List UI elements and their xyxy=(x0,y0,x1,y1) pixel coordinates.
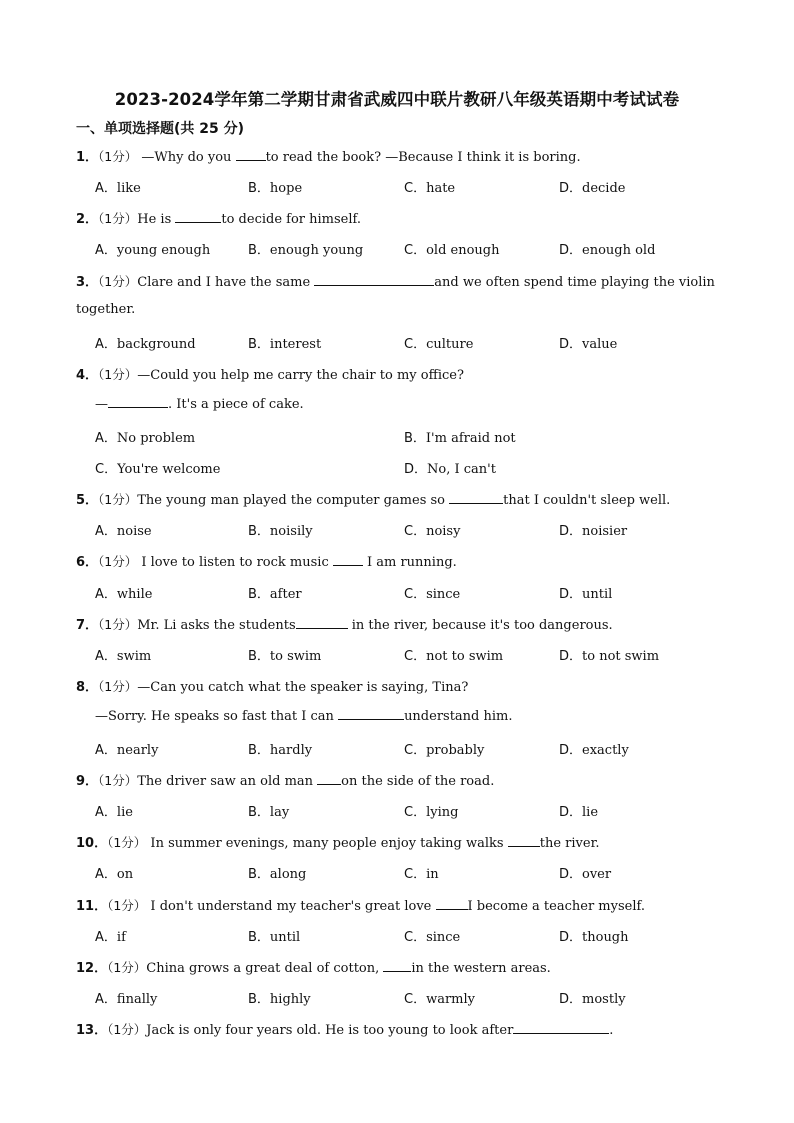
option-text: mostly xyxy=(582,992,626,1007)
option-letter: A． xyxy=(95,524,117,539)
answer-blank xyxy=(317,772,341,785)
question-score: （1分） xyxy=(98,274,138,289)
option-d[interactable] xyxy=(559,645,659,664)
option-letter: C． xyxy=(404,743,427,758)
option-a[interactable] xyxy=(95,520,152,539)
answer-blank xyxy=(296,616,348,629)
question-score: （1分） xyxy=(98,367,138,382)
option-text: lay xyxy=(269,805,290,820)
option-letter: C． xyxy=(404,867,427,882)
question-score: （1分） xyxy=(98,149,138,164)
option-b[interactable] xyxy=(248,739,312,758)
question-stem: In summer evenings, many people enjoy taking walks xyxy=(146,836,508,851)
option-letter: A． xyxy=(95,743,117,758)
option-d[interactable] xyxy=(559,739,629,758)
option-d[interactable] xyxy=(559,239,655,258)
option-text: nearly xyxy=(116,743,159,758)
option-text: noisy xyxy=(426,524,461,539)
option-text: until xyxy=(269,930,301,945)
option-b[interactable] xyxy=(248,801,289,820)
option-letter: C． xyxy=(404,805,427,820)
question-1 xyxy=(76,146,581,165)
option-text: lying xyxy=(426,805,459,820)
option-c[interactable] xyxy=(404,583,460,602)
option-text: old enough xyxy=(426,243,500,258)
section-heading: 一、单项选择题(共 25 分) xyxy=(76,121,245,137)
question-stem: and we often spend time playing the violin xyxy=(434,275,715,290)
option-text: like xyxy=(116,181,141,196)
question-stem: to read the book? —Because I think it is boring. xyxy=(265,150,581,165)
question-number: 8． xyxy=(76,680,99,695)
option-text: exactly xyxy=(582,743,629,758)
question-stem: — xyxy=(95,397,108,412)
question-4-reply xyxy=(95,395,304,412)
option-text: to not swim xyxy=(582,649,660,664)
option-text: along xyxy=(269,867,307,882)
option-a[interactable] xyxy=(95,583,152,602)
option-letter: B． xyxy=(248,867,270,882)
option-letter: A． xyxy=(95,992,117,1007)
option-text: decide xyxy=(582,181,626,196)
answer-blank xyxy=(314,273,434,286)
question-7 xyxy=(76,614,613,633)
option-letter: A． xyxy=(95,243,117,258)
question-number: 7． xyxy=(76,618,99,633)
question-stem: China grows a great deal of cotton, xyxy=(146,961,384,976)
option-text: swim xyxy=(116,649,152,664)
option-a[interactable] xyxy=(95,177,141,196)
question-stem: in the river, because it's too dangerous. xyxy=(347,618,613,633)
question-6 xyxy=(76,551,457,570)
option-letter: B． xyxy=(248,243,270,258)
option-letter: B． xyxy=(248,743,270,758)
option-letter: C． xyxy=(404,337,427,352)
option-letter: C． xyxy=(404,243,427,258)
option-text: hope xyxy=(269,181,303,196)
option-letter: C． xyxy=(404,524,427,539)
option-b[interactable] xyxy=(248,583,302,602)
question-stem: —Why do you xyxy=(137,150,236,165)
option-text: value xyxy=(582,337,618,352)
answer-blank xyxy=(436,897,468,910)
answer-blank xyxy=(508,834,540,847)
option-letter: C． xyxy=(404,992,427,1007)
option-c[interactable] xyxy=(95,458,220,477)
option-c[interactable] xyxy=(404,177,455,196)
option-letter: C． xyxy=(404,930,427,945)
question-10 xyxy=(76,832,600,851)
option-d[interactable] xyxy=(559,333,617,352)
option-d[interactable] xyxy=(404,458,496,477)
option-text: culture xyxy=(426,337,474,352)
option-text: in xyxy=(426,867,439,882)
option-d[interactable] xyxy=(559,583,612,602)
option-text: enough young xyxy=(269,243,364,258)
option-text: finally xyxy=(116,992,158,1007)
question-5 xyxy=(76,489,670,508)
question-number: 13． xyxy=(76,1023,108,1038)
option-letter: C． xyxy=(404,587,427,602)
option-b[interactable] xyxy=(248,520,313,539)
question-score: （1分） xyxy=(107,960,147,975)
option-text: not to swim xyxy=(426,649,504,664)
option-a[interactable] xyxy=(95,333,196,352)
option-text: noisily xyxy=(269,524,313,539)
option-b[interactable] xyxy=(248,333,321,352)
option-a[interactable] xyxy=(95,801,133,820)
question-stem: The driver saw an old man xyxy=(137,774,318,789)
question-score: （1分） xyxy=(98,211,138,226)
question-score: （1分） xyxy=(98,554,138,569)
option-c[interactable] xyxy=(404,739,484,758)
option-letter: D． xyxy=(559,181,583,196)
question-stem: —Can you catch what the speaker is saying, Tina? xyxy=(137,680,469,695)
option-d[interactable] xyxy=(559,520,627,539)
option-letter: D． xyxy=(559,930,583,945)
option-c[interactable] xyxy=(404,333,473,352)
question-stem: to decide for himself. xyxy=(221,212,362,227)
option-text: hardly xyxy=(269,743,313,758)
option-letter: A． xyxy=(95,649,117,664)
option-letter: A． xyxy=(95,805,117,820)
option-text: young enough xyxy=(116,243,211,258)
option-letter: D． xyxy=(404,462,428,477)
option-text: lie xyxy=(116,805,133,820)
option-letter: B． xyxy=(248,805,270,820)
question-8-reply xyxy=(95,707,513,724)
question-11 xyxy=(76,895,645,914)
option-letter: A． xyxy=(95,587,117,602)
option-text: while xyxy=(116,587,153,602)
question-9 xyxy=(76,770,494,789)
option-c[interactable] xyxy=(404,239,499,258)
option-text: after xyxy=(269,587,302,602)
option-a[interactable] xyxy=(95,863,133,882)
option-letter: D． xyxy=(559,649,583,664)
option-text: You're welcome xyxy=(117,462,221,477)
option-a[interactable] xyxy=(95,988,157,1007)
option-text: probably xyxy=(426,743,485,758)
answer-blank xyxy=(333,553,363,566)
option-letter: B． xyxy=(248,587,270,602)
question-stem: Jack is only four years old. He is too young to look after xyxy=(146,1023,514,1038)
option-letter: A． xyxy=(95,431,117,446)
option-text: until xyxy=(582,587,613,602)
question-stem: Clare and I have the same xyxy=(137,275,315,290)
option-letter: C． xyxy=(95,462,118,477)
option-text: No, I can't xyxy=(427,462,496,477)
question-stem: Mr. Li asks the students xyxy=(137,618,296,633)
option-letter: D． xyxy=(559,524,583,539)
option-text: if xyxy=(116,930,126,945)
question-number: 1． xyxy=(76,150,99,165)
option-d[interactable] xyxy=(559,926,629,945)
question-stem: I become a teacher myself. xyxy=(467,899,645,914)
option-letter: A． xyxy=(95,181,117,196)
question-3 xyxy=(76,271,715,290)
question-stem: . It's a piece of cake. xyxy=(168,397,304,412)
option-text: since xyxy=(426,930,461,945)
answer-blank xyxy=(383,959,411,972)
option-c[interactable] xyxy=(404,520,460,539)
question-score: （1分） xyxy=(98,773,138,788)
question-number: 12． xyxy=(76,961,108,976)
question-stem: that I couldn't sleep well. xyxy=(503,493,671,508)
question-13 xyxy=(76,1019,613,1038)
option-b[interactable] xyxy=(248,988,311,1007)
option-letter: D． xyxy=(559,743,583,758)
option-letter: C． xyxy=(404,181,427,196)
option-text: I'm afraid not xyxy=(425,431,516,446)
option-text: interest xyxy=(269,337,322,352)
option-b[interactable] xyxy=(404,427,516,446)
option-letter: A． xyxy=(95,930,117,945)
question-3-continued: together. xyxy=(76,302,136,317)
option-text: enough old xyxy=(582,243,656,258)
question-score: （1分） xyxy=(98,617,138,632)
question-stem: on the side of the road. xyxy=(341,774,495,789)
question-score: （1分） xyxy=(107,1022,147,1037)
option-letter: B． xyxy=(248,992,270,1007)
question-number: 4． xyxy=(76,368,99,383)
option-c[interactable] xyxy=(404,801,458,820)
option-d[interactable] xyxy=(559,863,611,882)
option-letter: D． xyxy=(559,805,583,820)
option-d[interactable] xyxy=(559,177,625,196)
answer-blank xyxy=(338,707,404,720)
option-letter: D． xyxy=(559,992,583,1007)
answer-blank xyxy=(236,148,266,161)
answer-blank xyxy=(175,210,221,223)
question-stem: I don't understand my teacher's great love xyxy=(146,899,436,914)
question-score: （1分） xyxy=(98,492,138,507)
question-score: （1分） xyxy=(98,679,138,694)
option-letter: D． xyxy=(559,243,583,258)
option-letter: B． xyxy=(404,431,426,446)
question-number: 3． xyxy=(76,275,99,290)
answer-blank xyxy=(108,395,168,408)
answer-blank xyxy=(449,491,503,504)
question-stem: I am running. xyxy=(362,555,457,570)
exam-title: 2023-2024学年第二学期甘肃省武威四中联片教研八年级英语期中考试试卷 xyxy=(114,90,680,109)
question-12 xyxy=(76,957,551,976)
option-letter: B． xyxy=(248,524,270,539)
option-c[interactable] xyxy=(404,988,475,1007)
option-d[interactable] xyxy=(559,801,598,820)
option-text: though xyxy=(582,930,629,945)
option-text: hate xyxy=(426,181,456,196)
option-text: to swim xyxy=(269,649,322,664)
option-letter: B． xyxy=(248,649,270,664)
option-b[interactable] xyxy=(248,863,306,882)
option-text: lie xyxy=(582,805,599,820)
option-text: highly xyxy=(269,992,311,1007)
option-c[interactable] xyxy=(404,645,503,664)
option-text: No problem xyxy=(116,431,196,446)
question-stem: —Could you help me carry the chair to my office? xyxy=(137,368,464,383)
question-8 xyxy=(76,676,468,695)
option-c[interactable] xyxy=(404,863,439,882)
question-number: 10． xyxy=(76,836,108,851)
answer-blank xyxy=(513,1021,609,1034)
question-stem: I love to listen to rock music xyxy=(137,555,333,570)
question-number: 11． xyxy=(76,899,108,914)
option-letter: C． xyxy=(404,649,427,664)
option-b[interactable] xyxy=(248,926,300,945)
option-a[interactable] xyxy=(95,926,126,945)
option-letter: A． xyxy=(95,867,117,882)
question-number: 2． xyxy=(76,212,99,227)
option-text: noisier xyxy=(582,524,628,539)
option-letter: D． xyxy=(559,587,583,602)
option-a[interactable] xyxy=(95,645,151,664)
option-letter: B． xyxy=(248,337,270,352)
option-d[interactable] xyxy=(559,988,626,1007)
option-text: since xyxy=(426,587,461,602)
question-score: （1分） xyxy=(107,898,147,913)
question-stem: —Sorry. He speaks so fast that I can xyxy=(95,709,339,724)
question-score: （1分） xyxy=(107,835,147,850)
option-b[interactable] xyxy=(248,239,363,258)
question-4 xyxy=(76,364,464,383)
option-text: noise xyxy=(116,524,152,539)
option-b[interactable] xyxy=(248,645,321,664)
question-2 xyxy=(76,208,361,227)
option-letter: B． xyxy=(248,181,270,196)
question-number: 5． xyxy=(76,493,99,508)
option-text: background xyxy=(116,337,196,352)
question-stem: The young man played the computer games so xyxy=(137,493,450,508)
option-c[interactable] xyxy=(404,926,460,945)
option-a[interactable] xyxy=(95,739,158,758)
question-stem: in the western areas. xyxy=(411,961,551,976)
option-text: over xyxy=(582,867,612,882)
option-letter: D． xyxy=(559,337,583,352)
question-stem: the river. xyxy=(539,836,600,851)
question-number: 9． xyxy=(76,774,99,789)
question-stem: understand him. xyxy=(404,709,513,724)
option-letter: D． xyxy=(559,867,583,882)
question-stem: . xyxy=(609,1023,614,1038)
question-number: 6． xyxy=(76,555,99,570)
option-b[interactable] xyxy=(248,177,302,196)
option-a[interactable] xyxy=(95,427,195,446)
option-letter: B． xyxy=(248,930,270,945)
option-a[interactable] xyxy=(95,239,210,258)
option-text: warmly xyxy=(426,992,475,1007)
question-stem: He is xyxy=(137,212,176,227)
option-text: on xyxy=(116,867,134,882)
option-letter: A． xyxy=(95,337,117,352)
